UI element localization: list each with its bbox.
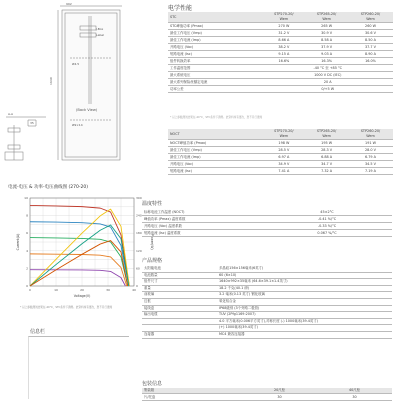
row-value: 37.7 V (348, 44, 393, 51)
column-header: STC (168, 12, 263, 23)
table-row (142, 292, 392, 299)
y-tick-label: 6 (26, 231, 28, 236)
table-row (142, 298, 392, 305)
row-value: 6.88 A (305, 154, 348, 161)
row-label: 开路电压 (Voc) (168, 161, 263, 168)
row-value: 270 W (263, 23, 306, 30)
row-label: STC峰值功率 (Pmax) (168, 23, 263, 30)
table-row (168, 44, 393, 51)
row-label: 最佳工作电压 (Vmp) (168, 30, 263, 37)
row-value: 氧化铝合金 (217, 298, 392, 305)
table-header-row (168, 12, 393, 23)
row-value: 8.90 A (348, 51, 393, 58)
chart-footnote: * 以上参数测试结果在-40°C，STC条件下测得。此资料如有更改，恕不另行通知 (20, 306, 113, 309)
table-row (142, 331, 392, 338)
row-label: 组件转换效率 (168, 58, 263, 65)
noct-table (168, 129, 393, 175)
svg-text:992: 992 (66, 2, 72, 6)
row-value: 28.3 V (305, 147, 348, 154)
row-value: 37.9 V (305, 44, 348, 51)
row-label: 标称电池工作温度 (NOCT) (142, 209, 262, 216)
series-line-5 (30, 270, 125, 286)
row-label: 输出电缆 (142, 312, 217, 319)
row-value: 7.41 A (263, 168, 306, 175)
row-value: 7.19 A (348, 168, 393, 175)
table-row (168, 140, 393, 147)
row-value: 1000 V DC (IEC) (263, 72, 394, 79)
column-header: STP260-20/ Wem (348, 12, 393, 23)
row-value: MC4 兼容连接器 (217, 331, 392, 338)
info-title: 信息栏 (30, 329, 46, 335)
temperature-title: 温度特性 (142, 201, 163, 207)
row-label: 前玻璃 (142, 292, 217, 299)
x-tick-label: 20 (80, 288, 84, 292)
row-value: 34.9 V (263, 161, 306, 168)
row-label: 重量 (142, 285, 217, 292)
table-row (142, 318, 392, 325)
row-value: 9.03 A (305, 51, 348, 58)
column-header: 40尺柜 (317, 388, 392, 394)
svg-text:Label: Label (96, 33, 105, 37)
row-label: 短路电流 (Isc) (168, 51, 263, 58)
table-row (142, 325, 392, 332)
table-header-row (168, 129, 393, 140)
row-label: 片/托盘 (142, 394, 242, 401)
row-label (142, 325, 217, 332)
svg-text:Ø9×14: Ø9×14 (72, 123, 83, 127)
table-row (168, 65, 393, 72)
row-value: -0.41 %/°C (262, 216, 392, 223)
table-row (142, 230, 392, 237)
iv-pv-chart (14, 192, 154, 302)
table-row (168, 58, 393, 65)
row-value: 0.067 %/°C (262, 230, 392, 237)
svg-text:1640: 1640 (49, 77, 53, 85)
row-value: 1640×992×35毫米 (64.6×39.1×1.4英寸) (217, 279, 392, 286)
row-value: 8.50 A (348, 37, 393, 44)
column-header: 集装箱 (142, 388, 242, 394)
column-header: 20尺柜 (242, 388, 317, 394)
table-row (168, 23, 393, 30)
row-value: 18.2 千克(40.1 磅) (217, 285, 392, 292)
stc-table (168, 12, 393, 93)
row-label: 短路电流 (Isc) (168, 168, 263, 175)
column-header: STP270-20/ Wem (263, 129, 306, 140)
y-tick-label: 2 (26, 266, 28, 271)
row-value: 191 W (348, 140, 393, 147)
table-row (142, 394, 392, 401)
table-row (168, 161, 393, 168)
module-dimension-drawing (0, 0, 132, 170)
row-value: 16.3% (305, 58, 348, 65)
section-label: A-A (8, 112, 14, 116)
row-label: 连接器 (142, 331, 217, 338)
row-label: 开路电压 (Voc) (168, 44, 263, 51)
row-value: 45±2°C (262, 209, 392, 216)
row-value: 6.97 A (263, 154, 306, 161)
y-tick-label: 10 (24, 196, 28, 200)
row-value: 16.6% (263, 58, 306, 65)
row-label: 峰值功率 (Pmax) 温度系数 (142, 216, 262, 223)
back-view-label: (Back View) (76, 108, 98, 112)
y2-tick-label: 120 (136, 248, 142, 253)
y2-tick-label: 300 (136, 196, 142, 200)
row-value: 260 W (348, 23, 393, 30)
row-label: NOCT峰值功率 (Pmax) (168, 140, 263, 147)
row-value: 6.79 A (348, 154, 393, 161)
row-label: 接线盒 (142, 305, 217, 312)
y-tick-label: 8 (26, 213, 28, 218)
svg-text:35: 35 (30, 121, 34, 125)
table-row (168, 51, 393, 58)
row-value: 8.58 A (305, 37, 348, 44)
y-tick-label: 4 (26, 248, 28, 253)
x-tick-label: 30 (106, 288, 110, 292)
column-header: STP260-20/ Wem (348, 129, 393, 140)
table-row (142, 216, 392, 223)
row-value: 30 (317, 394, 392, 401)
y2-tick-label: 60 (136, 266, 140, 271)
temperature-table (142, 209, 392, 237)
chart-title: 电流-电压 & 功率-电压曲线图 (270-20) (8, 185, 88, 190)
x-axis-label: Voltage(V) (73, 294, 91, 298)
row-value: 30.9 V (305, 30, 348, 37)
row-value: 198 W (263, 140, 306, 147)
svg-text:Ø4.5: Ø4.5 (72, 62, 80, 66)
row-value: 195 W (305, 140, 348, 147)
row-label: 最佳工作电压 (Vmp) (168, 147, 263, 154)
row-value: 4.0 平方毫米(0.006平方英寸),对称长度 (-) 1000毫米(39.4英寸) (217, 318, 392, 325)
row-value: 265 W (305, 23, 348, 30)
y2-axis-label: Power(W) (150, 234, 154, 250)
table-row (142, 305, 392, 312)
row-value: -0.33 %/°C (262, 223, 392, 230)
y2-tick-label: 0 (136, 284, 138, 288)
table-row (142, 285, 392, 292)
table-row (168, 79, 393, 86)
series-line-3 (30, 238, 128, 286)
row-value: 28.0 V (348, 147, 393, 154)
table-row (142, 272, 392, 279)
row-label: 开路电压 (Voc) 温度系数 (142, 223, 262, 230)
table-row (142, 223, 392, 230)
series-line-8 (30, 241, 128, 286)
stc-note: * 以上参数测试结果在-40°C，STC条件下测得。此资料如有更改，恕不另行通知 (170, 116, 263, 119)
table-row (168, 86, 393, 93)
row-value: 9.15 A (263, 51, 306, 58)
table-row (168, 147, 393, 154)
row-value: IP68级别 (3个旁路二极管) (217, 305, 392, 312)
product-table (142, 266, 392, 339)
row-label: 电池数量 (142, 272, 217, 279)
row-value: 多晶硅156×156毫米(6英寸) (217, 266, 392, 272)
row-value: 34.7 V (305, 161, 348, 168)
row-value: 60 (6×10) (217, 272, 392, 279)
row-label: 最大系统电压 (168, 72, 263, 79)
table-row (142, 312, 392, 319)
y2-tick-label: 180 (136, 231, 142, 236)
row-value: 7.32 A (305, 168, 348, 175)
row-value: (+) 1000毫米(39.4英寸) (217, 325, 392, 332)
table-row (168, 168, 393, 175)
table-row (168, 154, 393, 161)
y-axis-label: Current(A) (16, 233, 20, 251)
column-header: STP270-20/ Wem (263, 12, 306, 23)
row-value: 20 A (263, 79, 394, 86)
row-label: 功率公差 (168, 86, 263, 93)
row-label: 工作温度范围 (168, 65, 263, 72)
table-row (168, 30, 393, 37)
row-label: 边框 (142, 298, 217, 305)
row-label: 最佳工作电流 (Imp) (168, 37, 263, 44)
row-value: 30.6 V (348, 30, 393, 37)
table-row (142, 279, 392, 286)
row-label: 短路电流 (Isc) 温度系数 (142, 230, 262, 237)
row-label: 太阳能电池 (142, 266, 217, 272)
column-header: STP265-20/ Wem (305, 129, 348, 140)
column-header: NOCT (168, 129, 263, 140)
row-label (142, 318, 217, 325)
row-value: 28.5 V (263, 147, 306, 154)
y2-tick-label: 240 (136, 213, 142, 218)
row-value: 3.2 毫米(0.13 英寸) 钢化玻璃 (217, 292, 392, 299)
row-value: 0/+5 W (263, 86, 394, 93)
product-title: 产品规格 (142, 258, 163, 264)
packing-title: 包装信息 (142, 381, 163, 387)
row-value: 38.2 V (263, 44, 306, 51)
row-label: 最大系列保险丝额定电流 (168, 79, 263, 86)
row-value: 8.66 A (263, 37, 306, 44)
info-box (28, 336, 129, 399)
packing-table (142, 388, 392, 401)
y-tick-label: 0 (26, 284, 28, 288)
row-value: 34.5 V (348, 161, 393, 168)
x-tick-label: 0 (29, 288, 31, 292)
x-tick-label: 10 (54, 288, 58, 292)
row-value: 16.0% (348, 58, 393, 65)
row-value: -40 °C 至 +85 °C (263, 65, 394, 72)
row-label: 组件尺寸 (142, 279, 217, 286)
table-row (168, 72, 393, 79)
column-header: STP265-20/ Wem (305, 12, 348, 23)
electrical-title: 电学性能 (168, 5, 193, 12)
x-tick-label: 40 (132, 288, 136, 292)
row-value: TUV (2Pfg1169:2007) (217, 312, 392, 319)
table-row (168, 37, 393, 44)
row-value: 31.2 V (263, 30, 306, 37)
row-value: 30 (242, 394, 317, 401)
svg-text:J-Box: J-Box (96, 27, 104, 31)
row-label: 最佳工作电流 (Imp) (168, 154, 263, 161)
